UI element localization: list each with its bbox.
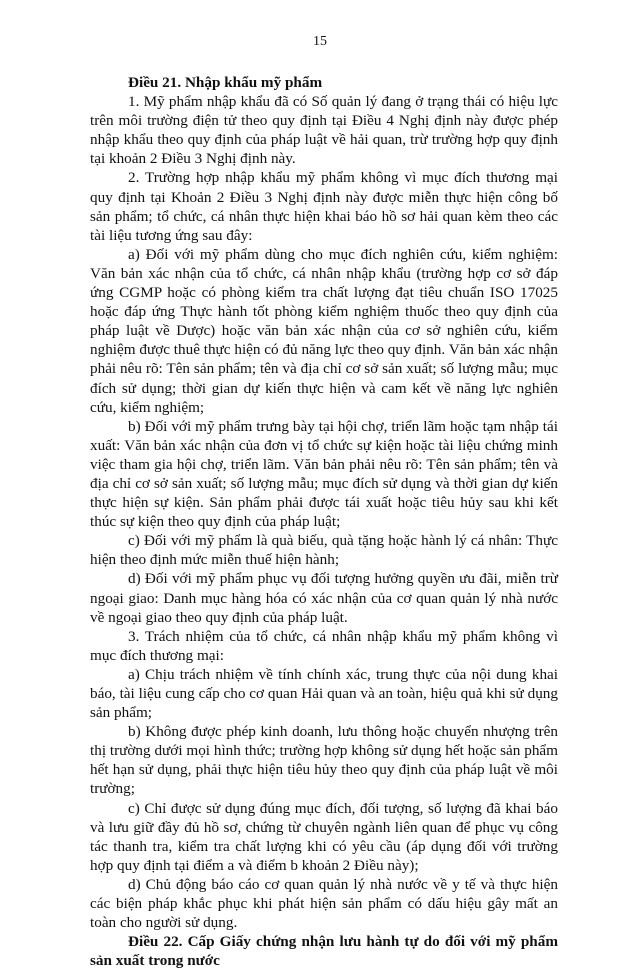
page-number: 15	[313, 34, 327, 49]
paragraph: a) Đối với mỹ phẩm dùng cho mục đích nghiên cứu, kiểm nghiệm: Văn bản xác nhận của tổ chức, cá nhân nhập khẩu (trường hợp cơ sở đáp ứng CGMP hoặc có phòng kiểm tra chất lượng đạt tiêu chuẩn ISO 17025 hoặc đáp ứng Thực hành tốt phòng kiểm nghiệm thuốc theo quy định của pháp luật về Dược) hoặc văn bản xác nhận của cơ sở nghiên cứu, kiểm nghiệm được thuê thực hiện có đủ năng lực theo quy định. Văn bản xác nhận phải nêu rõ: Tên sản phẩm; tên và địa chỉ cơ sở sản xuất; số lượng mẫu; mục đích sử dụng; thời gian dự kiến thực hiện và cam kết về năng lực nghiên cứu, kiểm nghiệm;	[90, 245, 558, 416]
paragraph: d) Chủ động báo cáo cơ quan quản lý nhà nước về y tế và thực hiện các biện pháp khắc phục khi phát hiện sản phẩm có dấu hiệu gây mất an toàn cho người sử dụng.	[90, 875, 558, 932]
paragraph: d) Đối với mỹ phẩm phục vụ đối tượng hưởng quyền ưu đãi, miễn trừ ngoại giao: Danh mục hàng hóa có xác nhận của cơ quan quản lý nhà nước về ngoại giao theo quy định của pháp luật.	[90, 570, 558, 626]
document-body	[90, 73, 558, 970]
paragraph: c) Chỉ được sử dụng đúng mục đích, đối tượng, số lượng đã khai báo và lưu giữ đầy đủ hồ sơ, chứng từ chuyên ngành liên quan để phục vụ công tác thanh tra, kiểm tra chất lượng khi có yêu cầu (áp dụng đối với trường hợp quy định tại điểm a và điểm b khoản 2 Điều này);	[90, 799, 558, 874]
paragraph: b) Đối với mỹ phẩm trưng bày tại hội chợ, triển lãm hoặc tạm nhập tái xuất: Văn bản xác nhận của đơn vị tổ chức sự kiện hoặc tài liệu chứng minh việc tham gia hội chợ, triển lãm. Văn bản phải nêu rõ: Tên sản phẩm; tên và địa chỉ cơ sở sản xuất; số lượng mẫu; mục đích sử dụng và thời gian dự kiến thực hiện sự kiện. Sản phẩm phải được tái xuất hoặc tiêu hủy sau khi kết thúc sự kiện theo quy định của pháp luật;	[90, 417, 558, 531]
paragraph: 1. Mỹ phẩm nhập khẩu đã có Số quản lý đang ở trạng thái có hiệu lực trên môi trường điện tử theo quy định tại Điều 4 Nghị định này được phép nhập khẩu theo quy định của pháp luật về hải quan, trừ trường hợp quy định tại khoản 2 Điều 3 Nghị định này.	[90, 93, 558, 168]
paragraph: b) Không được phép kinh doanh, lưu thông hoặc chuyển nhượng trên thị trường dưới mọi hình thức; trường hợp không sử dụng hết hoặc sản phẩm hết hạn sử dụng, phải thực hiện tiêu hủy theo quy định của pháp luật về môi trường;	[90, 723, 558, 798]
paragraph: a) Chịu trách nhiệm về tính chính xác, trung thực của nội dung khai báo, tài liệu cung cấp cho cơ quan Hải quan và an toàn, hiệu quả khi sử dụng sản phẩm;	[90, 665, 558, 722]
article-heading: Điều 22. Cấp Giấy chứng nhận lưu hành tự do đối với mỹ phẩm sản xuất trong nước	[90, 933, 558, 970]
paragraph: c) Đối với mỹ phẩm là quà biếu, quà tặng hoặc hành lý cá nhân: Thực hiện theo định mức miễn thuế hiện hành;	[90, 532, 558, 569]
article-heading: Điều 21. Nhập khẩu mỹ phẩm	[128, 74, 323, 91]
paragraph: 2. Trường hợp nhập khẩu mỹ phẩm không vì mục đích thương mại quy định tại Khoản 2 Điều 3 Nghị định này được miễn thực hiện công bố sản phẩm; tổ chức, cá nhân thực hiện khai báo hồ sơ hải quan kèm theo các tài liệu tương ứng sau đây:	[90, 169, 558, 244]
paragraph: 3. Trách nhiệm của tổ chức, cá nhân nhập khẩu mỹ phẩm không vì mục đích thương mại:	[90, 627, 558, 664]
